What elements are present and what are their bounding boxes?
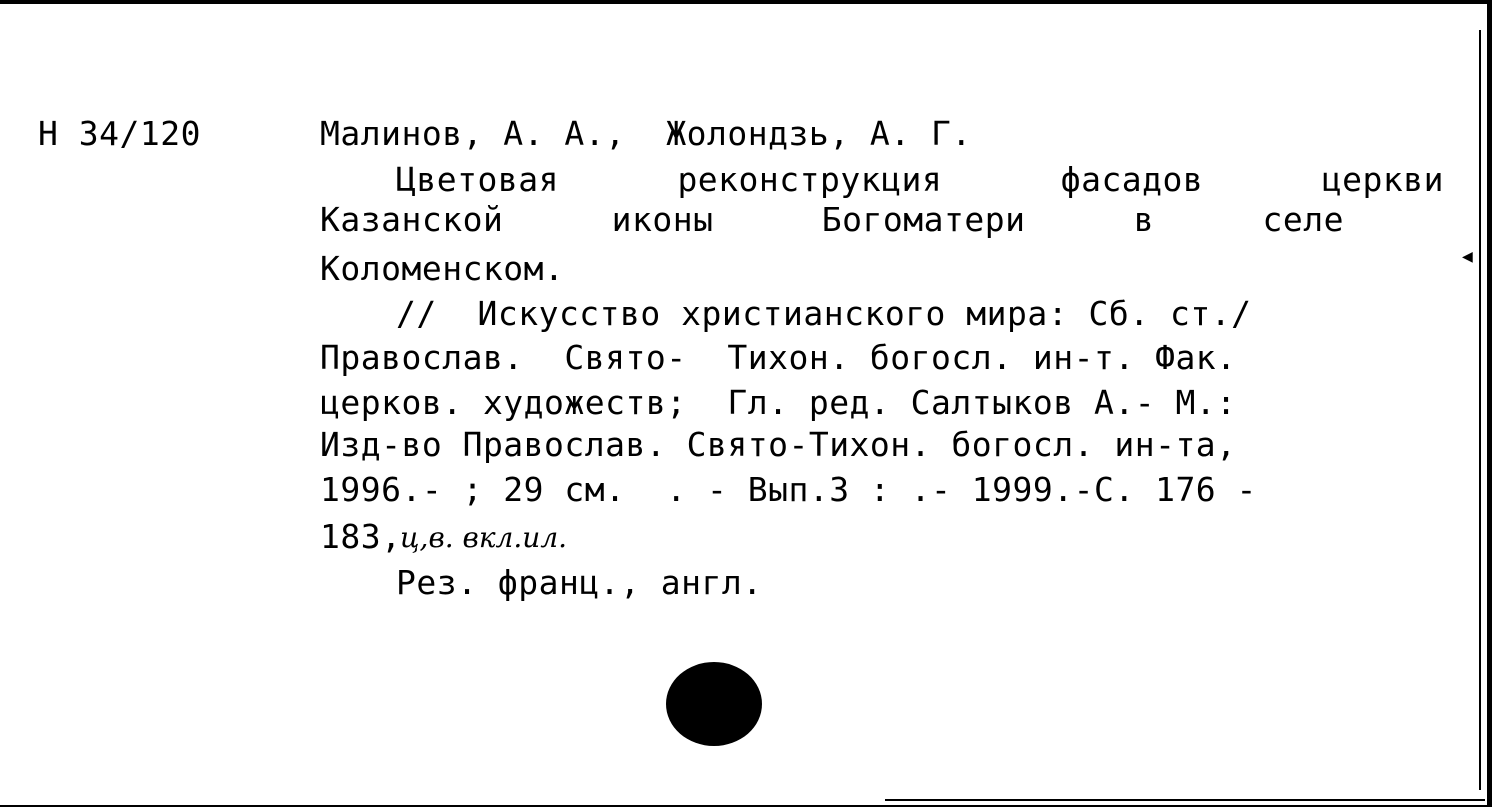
title-line-3: Коломенском. [320,249,565,288]
title-word: иконы [611,200,714,239]
card-top-edge [0,0,1492,4]
title-word: Казанской [320,200,504,239]
source-line-5: 1996.- ; 29 см. . - Вып.3 : .- 1999.-С. 176 - [320,470,1257,509]
title-line-1 [396,160,1444,199]
call-number: Н 34/120 [38,114,201,153]
card-right-inner-edge [1479,30,1481,790]
title-word: в [1133,200,1155,239]
summary-note: Рез. франц., англ. [396,563,763,602]
title-word: фасадов [1060,160,1204,199]
small-arrow-mark-icon: ◀ [1462,249,1473,265]
title-word: церкви [1321,160,1444,199]
authors: Малинов, А. А., Жолондзь, А. Г. [320,114,972,153]
punch-hole [666,662,762,746]
card-right-edge [1487,0,1492,807]
source-line-4: Изд-во Православ. Свято-Тихон. богосл. ин-та, [320,425,1237,464]
title-word: реконструкция [677,160,943,199]
source-line-2: Православ. Свято- Тихон. богосл. ин-т. Фак. [320,338,1237,377]
title-word: Богоматери [821,200,1026,239]
source-line-3: церков. художеств; Гл. ред. Салтыков А.- М.: [320,383,1237,422]
title-word: Цветовая [396,160,559,199]
card-bottom-inner-edge [885,799,1485,801]
handwritten-note: ц,в. вкл.ил. [400,521,568,554]
title-word: селе [1262,200,1344,239]
title-line-2 [320,200,1344,239]
source-line-6-typed: 183, [320,517,402,556]
source-line-1: // Искусство христианского мира: Сб. ст./ [396,294,1252,333]
